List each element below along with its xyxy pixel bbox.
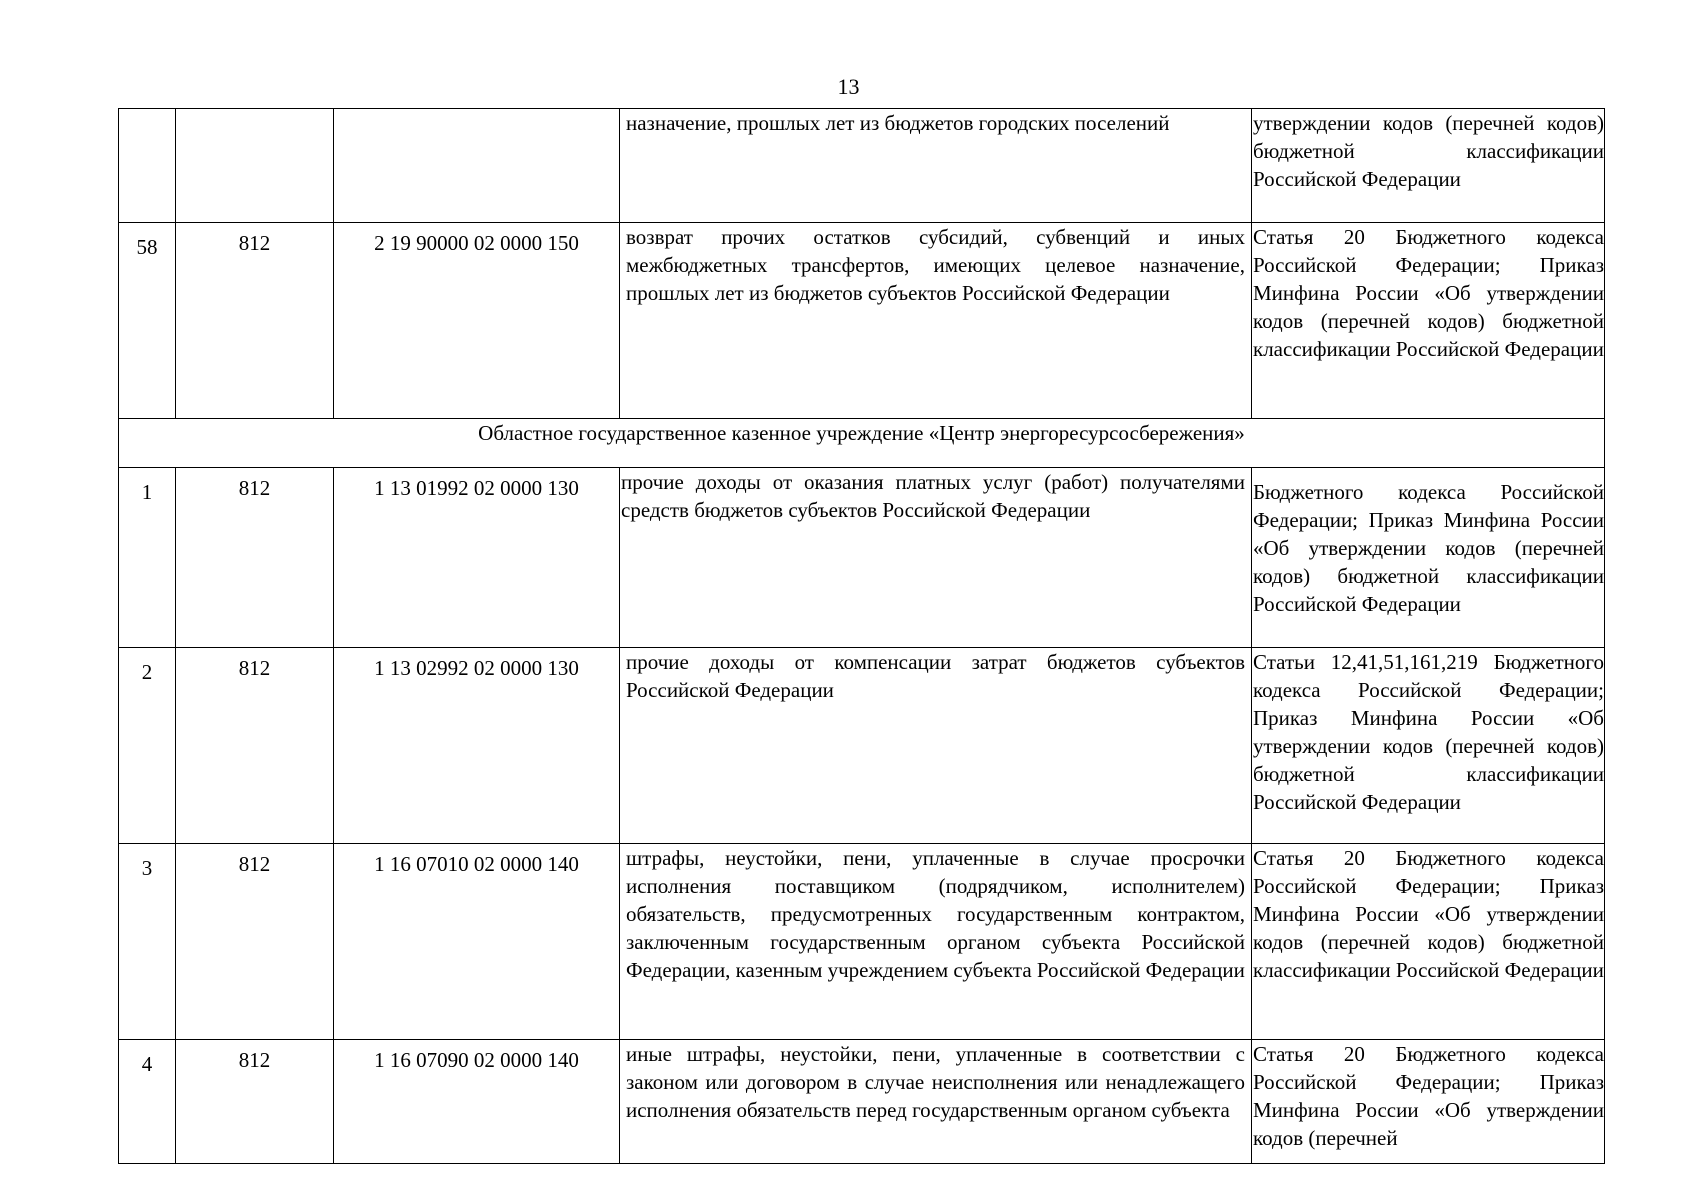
income-name: штрафы, неустойки, пени, уплаченные в случае просрочки исполнения поставщиком (подрядчиком, исполнителем) обязательств, предусмотренных государственным контрактом, заключенным государственным органом субъекта Российской Федерации, казенным учреждением субъекта Российской Федерации [620, 844, 1252, 1040]
income-codes-table [118, 108, 1605, 1164]
page-number: 13 [837, 74, 860, 99]
admin-code: 812 [176, 844, 334, 1040]
table-row [119, 109, 1605, 223]
row-number: 1 [119, 468, 176, 648]
legal-basis: Статьи 12,41,51,161,219 Бюджетного кодекса Российской Федерации; Приказ Минфина России «Об утверждении кодов (перечней кодов) бюджетной классификации Российской Федерации [1252, 648, 1605, 844]
budget-code: 1 16 07090 02 0000 140 [334, 1040, 620, 1164]
legal-basis: Статья 20 Бюджетного кодекса Российской Федерации; Приказ Минфина России «Об утверждении кодов (перечней [1252, 1040, 1605, 1164]
table-row [119, 1040, 1605, 1164]
section-header-row [119, 419, 1605, 468]
budget-code: 1 13 02992 02 0000 130 [334, 648, 620, 844]
table-row [119, 223, 1605, 419]
admin-code [176, 109, 334, 223]
income-name: назначение, прошлых лет из бюджетов городских поселений [620, 109, 1252, 223]
admin-code: 812 [176, 648, 334, 844]
legal-basis: Статья 20 Бюджетного кодекса Российской Федерации; Приказ Минфина России «Об утверждении кодов (перечней кодов) бюджетной классификации Российской Федерации [1252, 844, 1605, 1040]
section-title: Областное государственное казенное учреждение «Центр энергоресурсосбережения» [119, 419, 1605, 468]
admin-code: 812 [176, 468, 334, 648]
budget-code: 1 13 01992 02 0000 130 [334, 468, 620, 648]
budget-code [334, 109, 620, 223]
income-name: возврат прочих остатков субсидий, субвенций и иных межбюджетных трансфертов, имеющих целевое назначение, прошлых лет из бюджетов субъектов Российской Федерации [620, 223, 1252, 419]
income-name: иные штрафы, неустойки, пени, уплаченные в соответствии с законом или договором в случае неисполнения или ненадлежащего исполнения обязательств перед государственным органом субъекта [620, 1040, 1252, 1164]
table-row [119, 468, 1605, 648]
admin-code: 812 [176, 1040, 334, 1164]
row-number [119, 109, 176, 223]
income-name: прочие доходы от компенсации затрат бюджетов субъектов Российской Федерации [620, 648, 1252, 844]
legal-basis: Статья 20 Бюджетного кодекса Российской Федерации; Приказ Минфина России «Об утверждении кодов (перечней кодов) бюджетной классификации Российской Федерации [1252, 223, 1605, 419]
admin-code: 812 [176, 223, 334, 419]
row-number: 4 [119, 1040, 176, 1164]
legal-basis: Бюджетного кодекса Российской Федерации; Приказ Минфина России «Об утверждении кодов (перечней кодов) бюджетной классификации Российской Федерации [1252, 468, 1605, 648]
table-row [119, 648, 1605, 844]
row-number: 2 [119, 648, 176, 844]
budget-code: 2 19 90000 02 0000 150 [334, 223, 620, 419]
row-number: 58 [119, 223, 176, 419]
table-row [119, 844, 1605, 1040]
budget-code: 1 16 07010 02 0000 140 [334, 844, 620, 1040]
income-name: прочие доходы от оказания платных услуг (работ) получателями средств бюджетов субъектов Российской Федерации [620, 468, 1252, 648]
legal-basis: утверждении кодов (перечней кодов) бюджетной классификации Российской Федерации [1252, 109, 1605, 223]
row-number: 3 [119, 844, 176, 1040]
